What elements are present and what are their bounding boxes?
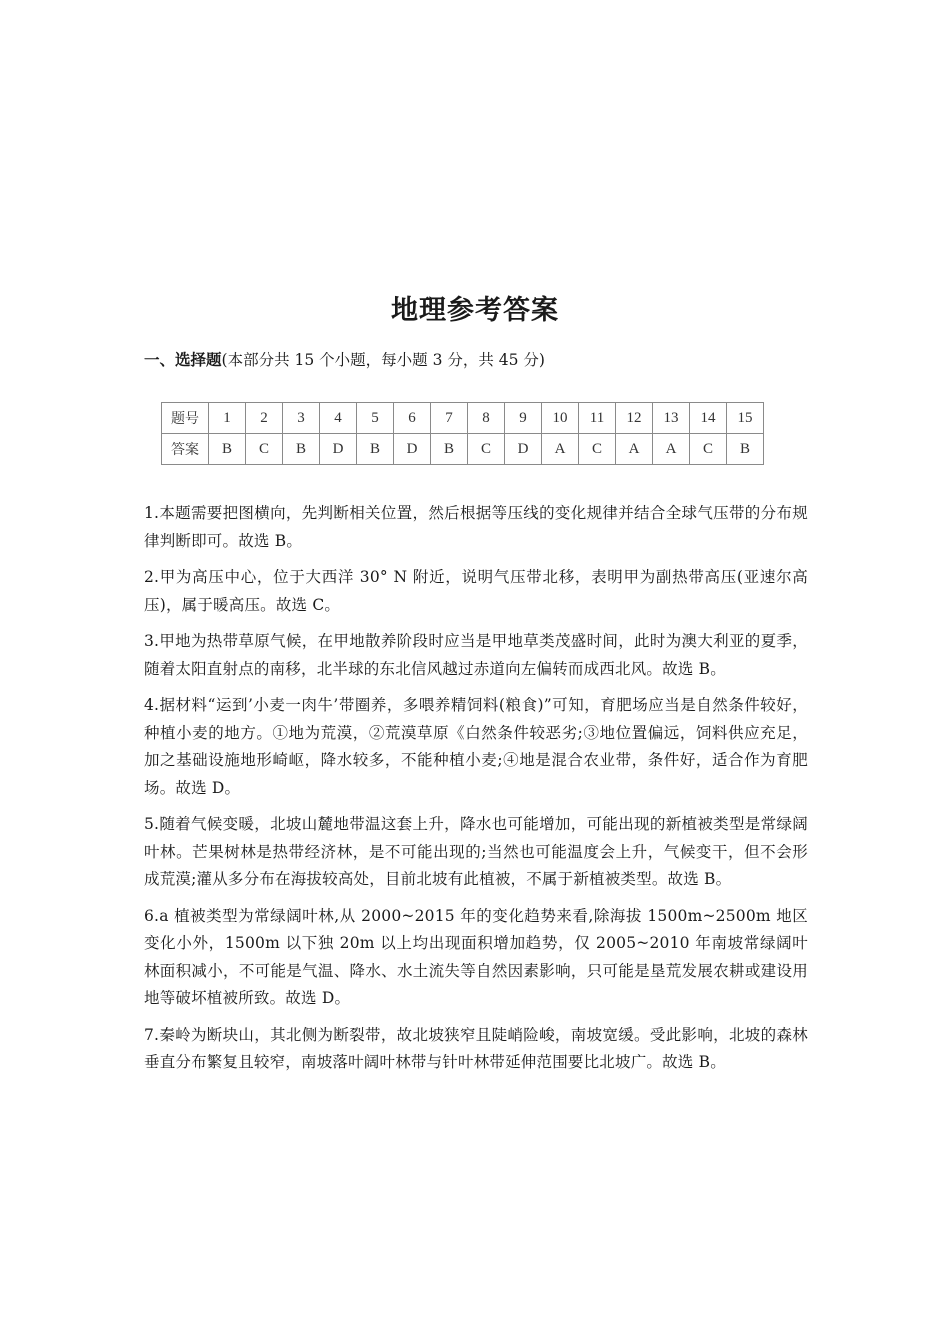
answer-cell: C: [468, 434, 505, 465]
number-row-header: 题号: [162, 403, 209, 434]
explanation-item: 7.秦岭为断块山，其北侧为断裂带，故北坡狭窄且陡峭险峻，南坡宽缓。受此影响，北坡的森林垂直分布繁复且较窄，南坡落叶阔叶林带与针叶林带延伸范围要比北坡广。故选 B。: [144, 1025, 808, 1071]
answer-row-header: 答案: [162, 434, 209, 465]
section-heading-label: 一、选择题: [144, 351, 222, 369]
answer-cell: A: [542, 434, 579, 465]
answer-cell: A: [653, 434, 690, 465]
question-number-cell: 13: [653, 403, 690, 434]
question-number-cell: 4: [320, 403, 357, 434]
answer-cell: C: [579, 434, 616, 465]
answer-cell: B: [283, 434, 320, 465]
question-number-cell: 9: [505, 403, 542, 434]
page-title: 地理参考答案: [391, 295, 559, 326]
question-number-cell: 15: [727, 403, 764, 434]
question-number-cell: 6: [394, 403, 431, 434]
answer-cell: C: [690, 434, 727, 465]
section-heading: [144, 348, 545, 370]
answer-cell: D: [320, 434, 357, 465]
answer-cell: B: [727, 434, 764, 465]
answer-cell: C: [246, 434, 283, 465]
question-number-cell: 8: [468, 403, 505, 434]
explanation-item: 3.甲地为热带草原气候，在甲地散养阶段时应当是甲地草类茂盛时间，此时为澳大利亚的夏季，随着太阳直射点的南移，北半球的东北信风越过赤道向左偏转而成西北风。故选 B。: [144, 632, 808, 678]
question-number-cell: 7: [431, 403, 468, 434]
question-number-cell: 10: [542, 403, 579, 434]
question-number-cell: 5: [357, 403, 394, 434]
explanation-item: 2.甲为高压中心，位于大西洋 30° N 附近，说明气压带北移，表明甲为副热带高压(亚速尔高压)，属于暖高压。故选 C。: [144, 568, 808, 614]
explanation-item: 4.据材料“运到’小麦一肉牛’带圈养，多喂养精饲料(粮食)”可知，育肥场应当是自然条件较好，种植小麦的地方。①地为荒漠，②荒漠草原《白然条件较恶劣;③地位置偏远，饲料供应充足，加之基础设施地形崎岖，降水较多，不能种植小麦;④地是混合农业带，条件好，适合作为育肥场。故选 D。: [144, 696, 808, 797]
answer-cell: D: [394, 434, 431, 465]
explanation-list: [144, 500, 808, 1086]
answer-cell: B: [357, 434, 394, 465]
answer-cell: B: [431, 434, 468, 465]
answer-cell: A: [616, 434, 653, 465]
answer-table-answer-row: [162, 434, 764, 465]
question-number-cell: 3: [283, 403, 320, 434]
explanation-item: 1.本题需要把图横向，先判断相关位置，然后根据等压线的变化规律并结合全球气压带的分布规律判断即可。故选 B。: [144, 504, 808, 550]
question-number-cell: 1: [209, 403, 246, 434]
section-heading-note: (本部分共 15 个小题，每小题 3 分，共 45 分): [221, 351, 545, 369]
answer-table: [161, 402, 764, 465]
question-number-cell: 14: [690, 403, 727, 434]
question-number-cell: 2: [246, 403, 283, 434]
answer-cell: D: [505, 434, 542, 465]
question-number-cell: 11: [579, 403, 616, 434]
answer-cell: B: [209, 434, 246, 465]
question-number-cell: 12: [616, 403, 653, 434]
explanation-item: 5.随着气候变暖，北坡山麓地带温这套上升，降水也可能增加，可能出现的新植被类型是常绿阔叶林。芒果树林是热带经济林，是不可能出现的;当然也可能温度会上升，气候变干，但不会形成荒漠;灌从多分布在海拔较高处，目前北坡有此植被，不属于新植被类型。故选 B。: [144, 815, 808, 888]
answer-table-number-row: [162, 403, 764, 434]
explanation-item: 6.a 植被类型为常绿阔叶林,从 2000~2015 年的变化趋势来看,除海拔 1500m~2500m 地区变化小外，1500m 以下独 20m 以上均出现面积增加趋势，仅 2005~2010 年南坡常绿阔叶林面积减小，不可能是气温、降水、水土流失等自然因素影响，只可能是垦荒发展农耕或建设用地等破坏植被所致。故选 D。: [144, 906, 808, 1007]
